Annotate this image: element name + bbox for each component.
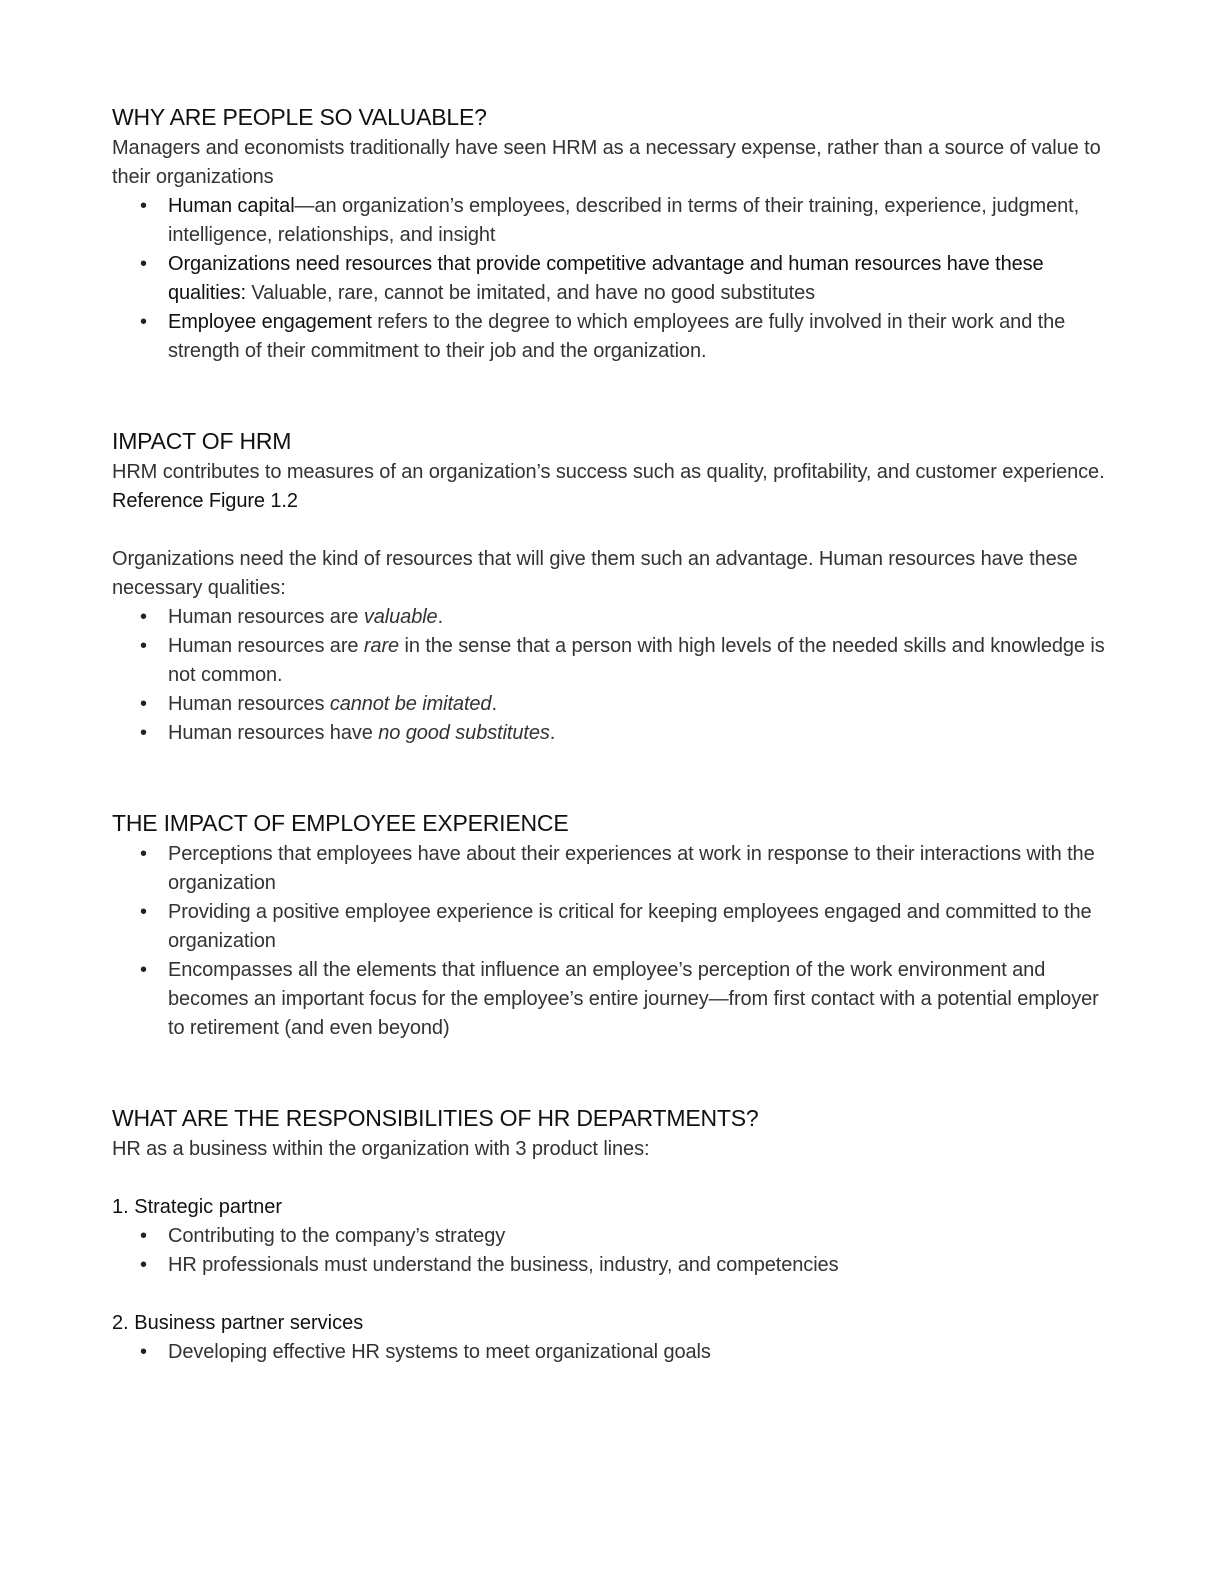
bullet-text: Human resources have (168, 722, 379, 744)
section-heading-impact-hrm: IMPACT OF HRM (112, 428, 292, 454)
section-heading-why-people-valuable: WHY ARE PEOPLE SO VALUABLE? (112, 104, 487, 130)
section-intro: HR as a business within the organization with 3 product lines: (112, 1138, 650, 1160)
bullet-list (112, 1338, 1112, 1367)
document-page (112, 98, 1112, 1367)
bullet-text: refers to the degree to which employees are fully involved in their work and the strength of their commitment to their job and the organization. (168, 311, 1066, 362)
list-item (168, 632, 1112, 690)
list-item (168, 719, 1112, 748)
term-human-capital: Human capital (168, 195, 295, 217)
list-item: • Encompasses all the elements that influence an employee’s perception of the work environment and becomes an important focus for the employee’s entire journey—from first contact with a potential employer to retirement (and even beyond) (168, 956, 1112, 1043)
bullet-text: . (491, 693, 497, 715)
term-competitive-advantage: Organizations need resources that provide competitive advantage and human resources have these qualities: (168, 253, 1044, 304)
list-item (168, 250, 1112, 308)
bullet-text: Human resources (168, 693, 330, 715)
bullet-italic: no good substitutes (378, 722, 550, 744)
bullet-italic: valuable (363, 606, 438, 628)
list-item: • Developing effective HR systems to meet organizational goals (168, 1338, 1112, 1367)
figure-reference: Reference Figure 1.2 (112, 490, 298, 512)
list-item: • Perceptions that employees have about their experiences at work in response to their interactions with the organization (168, 840, 1112, 898)
bullet-list (112, 840, 1112, 1043)
section-heading-employee-experience: THE IMPACT OF EMPLOYEE EXPERIENCE (112, 810, 569, 836)
section-paragraph: Organizations need the kind of resources that will give them such an advantage. Human resources have these necessary qualities: (112, 548, 1078, 599)
bullet-list (112, 192, 1112, 366)
list-item (168, 603, 1112, 632)
bullet-list (112, 603, 1112, 748)
bullet-italic: cannot be imitated (329, 693, 492, 715)
list-item: • Contributing to the company’s strategy (168, 1222, 1112, 1251)
intro-text: HRM contributes to measures of an organization’s success such as quality, profitability, and customer experience. (112, 461, 1105, 483)
list-item: • Providing a positive employee experience is critical for keeping employees engaged and committed to the organization (168, 898, 1112, 956)
bullet-list (112, 1222, 1112, 1280)
bullet-text: . (437, 606, 444, 628)
section-heading-hr-responsibilities: WHAT ARE THE RESPONSIBILITIES OF HR DEPARTMENTS? (112, 1105, 759, 1131)
list-item (168, 690, 1112, 719)
bullet-text: in the sense that a person with high levels of the needed skills and knowledge is not common. (168, 635, 1105, 686)
bullet-text: —an organization’s employees, described in terms of their training, experience, judgment, intelligence, relationships, and insight (168, 195, 1080, 246)
bullet-text: Valuable, rare, cannot be imitated, and have no good substitutes (245, 282, 816, 304)
subheading-business-partner-services: 2. Business partner services (112, 1312, 364, 1334)
list-item (168, 308, 1112, 366)
bullet-text: Human resources are (168, 606, 364, 628)
list-item: • HR professionals must understand the business, industry, and competencies (168, 1251, 1112, 1280)
subheading-strategic-partner: 1. Strategic partner (112, 1196, 283, 1218)
bullet-italic: rare (363, 635, 400, 657)
list-item (168, 192, 1112, 250)
section-intro: Managers and economists traditionally have seen HRM as a necessary expense, rather than a source of value to their organizations (112, 137, 1101, 188)
section-intro (112, 458, 1112, 516)
bullet-text: Human resources are (168, 635, 364, 657)
bullet-text: . (549, 722, 556, 744)
term-employee-engagement: Employee engagement (168, 311, 372, 333)
